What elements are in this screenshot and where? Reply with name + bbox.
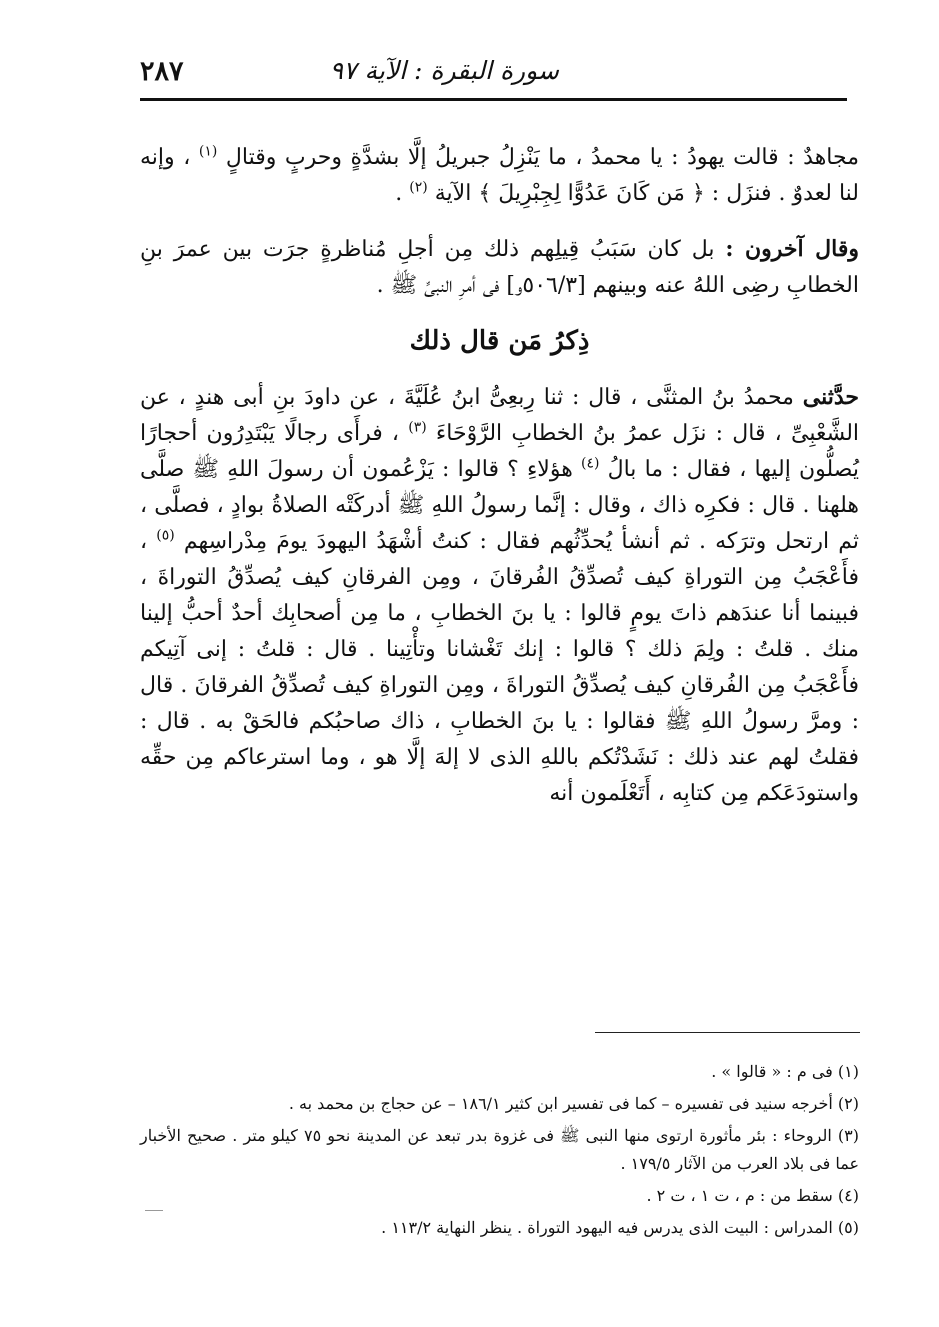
footnotes [140,1058,859,1246]
page-number: ٢٨٧ [140,56,184,87]
section-heading: ذِكرُ مَن قال ذلك [409,326,590,356]
margin-mark [145,1210,163,1211]
header-rule [140,98,847,101]
running-header [140,56,847,96]
footnote-ref-2: (٢) [409,179,428,196]
footnote-2: (٢) أخرجه سنيد فى تفسيره – كما فى تفسير ابن كثير ١٨٦/١ – عن حجاج بن محمد به . [288,1094,859,1113]
footnote-ref-3: (٣) [408,419,427,436]
footnote-1: (١) فى م : « قالوا » . [711,1062,859,1081]
footnote-ref-4: (٤) [580,455,600,472]
footnote-ref-1: (١) [198,143,218,160]
lead-words: حدَّثنى [802,384,859,410]
running-title: سورة البقرة : الآية ٩٧ [329,56,559,85]
lead-words: وقال آخرون : [725,236,859,262]
main-text [140,140,859,831]
footnote-4: (٤) سقط من : م ، ت ١ ، ت ٢ . [646,1186,859,1205]
paragraph-others: وقال آخرون : بل كان سَبَبُ قِيلِهم ذلك مِن أجلِ مُناظرةٍ جرَت بين عمرَ بنِ الخطابِ رضِى اللهُ عنه وبينهم [٥٠٦/٣و] فى أمرِ النبىِّ ﷺ . [140,236,859,298]
footnote-5: (٥) المدراس : البيت الذى يدرس فيه اليهود التوراة . ينظر النهاية ١١٣/٢ . [381,1218,859,1237]
footnote-3: (٣) الروحاء : بئر مأثورة ارتوى منها النبى ﷺ فى غزوة بدر تبعد عن المدينة نحو ٧٥ كيلو متر . صحيح الأخبار عما فى بلاد العرب من الآثار ١٧٩/٥ . [140,1126,859,1173]
paragraph-narration: حدَّثنى محمدُ بنُ المثنَّى ، قال : ثنا رِبعِىُّ ابنُ عُلَيَّةَ ، عن داودَ بنِ أبى هندٍ ، عن الشَّعْبِىِّ ، قال : نزَل عمرُ بنُ الخطابِ الرَّوْحَاءَ $^{(٣)}$ ، فرأَى رجالًا يَبْتَدِرُون أحجارًا يُصلُّون إليها ، فقال : ما بالُ $^{(٤)}$ هؤلاءِ ؟ قالوا : يَزْعُمون أن رسولَ اللهِ ﷺ صلَّى هلهنا . قال : فكرِه ذاك ، وقال : إنَّما رسولُ اللهِ ﷺ أدركَتْه الصلاةُ بوادٍ ، فصلَّى ، ثم ارتحل وترَكه . ثم أنشأ يُحدِّثُهم فقال : كنتُ أشْهَدُ اليهودَ يومَ مِدْراسِهم $^{(٥)}$ ، فأَعْجَبُ مِن التوراةِ كيف تُصدِّقُ الفُرقانَ ، ومِن الفرقانِ كيف يُصدِّقُ التوراةَ ، فبينما أنا عندَهم ذاتَ يومٍ قالوا : يا بنَ الخطابِ ، ما مِن أصحابِك أحدٌ أحبُّ إلينا منك . قلتُ : ولِمَ ذلك ؟ قالوا : إنك تَغْشانا وتأْتِينا . قال : قلتُ : إنى آتِيكم فأَعْجَبُ مِن الفُرقانِ كيف يُصدِّقُ التوراةَ ، ومِن التوراةِ كيف تُصدِّقُ الفرقانَ . قال : ومرَّ رسولُ اللهِ ﷺ فقالوا : يا بنَ الخطابِ ، ذاك صاحبُكم فالحَقْ به . قال : فقلتُ لهم عند ذلك : نَشَدْتُكم باللهِ الذى لا إلهَ إلَّا هو ، وما استرعاكم مِن حقِّه واستودَعَكم مِن كتابِه ، أَتَعْلَمون أنه [140,384,860,806]
footnote-ref-5: (٥) [156,527,175,544]
paragraph-mujahid: مجاهدٌ : قالت يهودُ : يا محمدُ ، ما يَنْزِلُ جبريلُ إلَّا بشدَّةٍ وحربٍ وقتالٍ $^{(١)}$ ، وإنه لنا لعدوٌ . فنزَل : ﴿ مَن كَانَ عَدُوًّا لِجِبْرِيلَ ﴾ الآية $^{(٢)}$ . [140,143,859,206]
footnote-separator [595,1032,860,1033]
